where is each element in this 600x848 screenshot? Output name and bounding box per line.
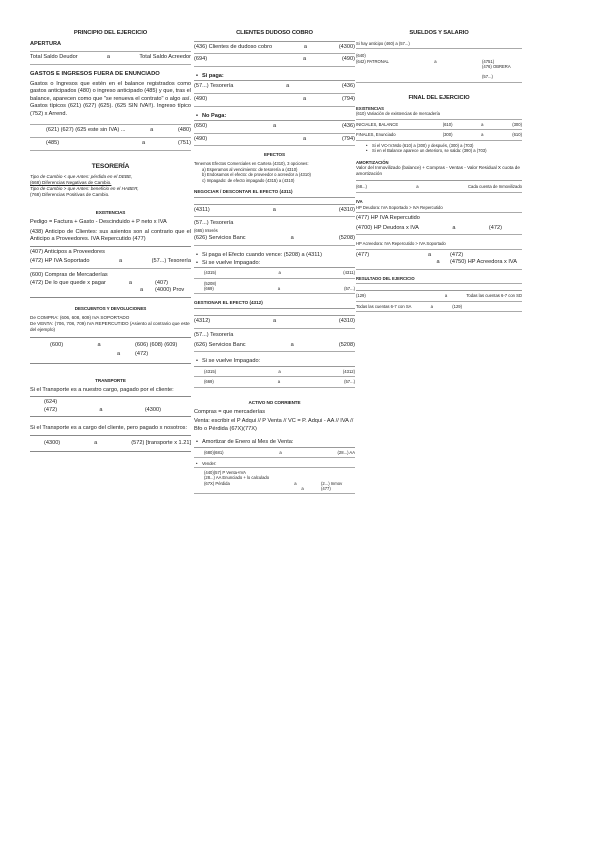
- transporte-text-2: Si el Transporte es a cargo del cliente, pero pagado x nosotros:: [30, 425, 188, 432]
- activo-row-2: (440)(57) P Venta+IVA: [194, 467, 355, 475]
- tesoreria-line-4: (768) Diferencias Positivas de Cambio.: [30, 192, 110, 198]
- transporte-row-3: (4300) a (572) [transporte x 1.21]: [44, 439, 191, 446]
- efectos-line-3: b) Endosamos el efecto: de proveedor o acreedor a (4310): [202, 172, 311, 178]
- gestionar-bullet-1: • Si se vuelve Impagado:: [194, 358, 355, 366]
- negociar-bullet-2: • Si se vuelve Impagado:: [194, 260, 355, 268]
- gastos-text: Gastos o Ingresos que estén en el balance registrados como gastos anticipados (480) o ingreso anticipado (485) y que, tras el balance, aparecen como que "se renueva el contrato" o algo así. Gastos típicos (621) (627) (625). (625 SIN IVA!!). Ingreso típico (752) x Arrend.: [30, 80, 191, 117]
- existencias-row-4: (472) De lo que quede x pagar a (407): [30, 279, 169, 286]
- negociar-row-3: (665) Interés: [194, 228, 218, 234]
- transporte-row-1: (624): [44, 399, 58, 406]
- iva-row-1: (477) HP IVA Repercutido: [356, 215, 420, 222]
- descuentos-row-2: a (472): [116, 351, 149, 358]
- section-title-gastos: GASTOS E INGRESOS FUERA DE ENUNCIADO: [30, 70, 160, 77]
- gestionar-row-1: (4312) a (4310): [194, 315, 355, 329]
- efectos-line-2: a) Esperamos al vencimiento: de tesorería a (4310): [202, 166, 298, 172]
- gestionar-row-4: (4315) a (4312): [194, 366, 355, 377]
- negociar-row-5: (4315) a (4311): [194, 267, 355, 278]
- amortizacion-line-1: Valor del Inmovilizado (balance) + Compras - Ventas - Valor Residual X cuota de amortización: [356, 165, 520, 177]
- final-sub-existencias: EXISTENCIAS: [356, 105, 384, 111]
- final-row-2: FINALES, Enunciado (300) a (610): [356, 130, 522, 140]
- activo-line-2: Venta: escribir el P Adqui // P Venta // VC = P. Adqui - AA // IVA // Bfo o Pérdida (67X)(77X): [194, 418, 354, 432]
- sueldos-line-1: Si hay anticipo (460) a (57...): [356, 41, 522, 49]
- section-title-clientes: CLIENTES DUDOSO COBRO: [236, 30, 313, 36]
- negociar-row-4: (626) Servicios Banc a (5208): [194, 233, 355, 246]
- sueldos-row-4: (57...): [356, 70, 522, 83]
- negociar-bullet-1: • Si paga el Efecto cuando vence: (5208) a (4311): [194, 252, 355, 260]
- descuentos-line-1: De COMPRA: (606, 608, 609) IVA SOPORTADO: [30, 314, 130, 320]
- transporte-text-1: Si el Transporte es a nuestro cargo, pagado por el cliente:: [30, 386, 174, 393]
- section-title-descuentos: DESCUENTOS Y DEVOLUCIONES: [74, 305, 147, 311]
- clientes-row-4: (490) a (794): [194, 94, 355, 107]
- sueldos-row-1: (640): [356, 53, 366, 59]
- resultado-row-1: (129) a Todas las cuentas 6-7 con SD: [356, 290, 522, 301]
- iva-line-2: HP Acreedora: IVA Repercutido > IVA Soportado: [356, 241, 522, 249]
- clientes-row-5: (650) a (436): [194, 120, 355, 134]
- column-middle: [194, 30, 355, 494]
- final-line-1: (610) Variación de existencias de mercadería: [356, 111, 522, 119]
- sueldos-row-3: (476) OBRERA: [482, 64, 511, 70]
- clientes-row-3: (57...) Tesorería a (436): [194, 80, 355, 94]
- negociar-row-2: (57...) Tesorería: [194, 220, 234, 227]
- iva-row-2: (4700) HP Deudora x IVA a (472): [356, 223, 522, 236]
- negociar-row-1: (4311) a (4310): [194, 204, 355, 218]
- amortizacion-row-1: (68...) a Cada cuenta de Inmovilizado: [356, 180, 522, 193]
- section-title-amortizacion: AMORTIZACIÓN: [356, 159, 389, 165]
- final-bullet-2: • Si en el Balance aparece un deterioro, se salda: (390) a (703): [364, 148, 522, 153]
- resultado-row-2: Todas las cuentas 6-7 con SA a (129): [356, 302, 522, 312]
- clientes-bullet-nopaga: • No Paga:: [194, 113, 355, 121]
- section-title-sueldos: SUELDOS Y SALARIO: [409, 30, 469, 36]
- section-title-gestionar: GESTIONAR EL EFECTO (4312): [194, 300, 355, 309]
- activo-bullet-2: • Vender:: [194, 461, 355, 466]
- existencias-row-1: (407) Anticipos a Proveedores: [30, 248, 105, 255]
- existencias-text: (438) Anticipo de Clientes: sus asientos son al contrario que el Anticipo a Proveedores. IVA Repercutido (477): [30, 228, 191, 243]
- transporte-row-2: (472) a (4300): [44, 406, 161, 413]
- section-title-transporte: TRANSPORTE: [95, 377, 126, 383]
- efectos-line-1: Tenemos Efectos Comerciales en Cartera (4310), 3 opciones:: [194, 161, 309, 167]
- section-title-ejercicio: PRINCIPIO DEL EJERCICIO: [73, 30, 148, 36]
- existencias-row-3: (600) Compras de Mercaderías: [30, 272, 108, 279]
- section-title-activo: ACTIVO NO CORRIENTE: [248, 399, 301, 405]
- section-title-existencias: EXISTENCIAS: [95, 210, 126, 216]
- descuentos-line-2: De VENTA: (706, 708, 709) IVA REPERCUTIDO (Asiento al contrario que este del ejemplo): [30, 320, 190, 332]
- existencias-row-5: a (4000) Prov: [139, 287, 185, 294]
- activo-row-3: (28...) AA Enunciado + lo calculado: [204, 475, 270, 481]
- activo-bullet-1: • Amortizar de Enero al Mes de Venta:: [194, 439, 355, 447]
- section-title-tesoreria: TESORERÍA: [91, 162, 130, 170]
- final-bullet-1: • Si el VC<V.Mdo (610) a (300) y después, (300) a (703): [364, 143, 522, 148]
- sueldos-row-2: (642) PATRONAL a (4751): [356, 58, 495, 64]
- gastos-row-1: (621) (627) (625 este sin IVA) ... a (480): [30, 124, 191, 138]
- activo-row-1: (680)(681) a (28...) AA: [194, 447, 355, 458]
- clientes-row-6: (490) a (794): [194, 134, 355, 147]
- clientes-row-1: (436) Clientes de dudoso cobro a (4300): [194, 41, 355, 55]
- section-title-negociar: NEGOCIAR / DESCONTAR EL EFECTO (4311): [194, 189, 355, 198]
- subsection-apertura: APERTURA: [30, 40, 62, 47]
- gestionar-row-2: (57...) Tesorería: [194, 332, 234, 338]
- iva-row-3: (477) a (472): [356, 251, 464, 258]
- iva-line-1: HP Deudora: IVA Soportado > IVA Repercutido: [356, 205, 522, 213]
- existencias-row-2: (472) HP IVA Soportado a (57...) Tesorería: [30, 256, 191, 269]
- gastos-row-2: (485) a (751): [30, 138, 191, 151]
- gestionar-row-3: (626) Servicios Banc a (5208): [194, 340, 355, 353]
- section-title-iva: IVA: [356, 199, 363, 205]
- apertura-row: Total Saldo Deudor a Total Saldo Acreedor: [30, 51, 191, 65]
- existencias-formula: Pedigo = Factura + Gasto - Descinduido + P neto x IVA: [30, 219, 167, 226]
- section-title-final: FINAL DEL EJERCICIO: [408, 95, 470, 102]
- column-right: [356, 30, 522, 312]
- efectos-line-4: c) Impagado: de efecto impagado (4315) a (4310): [202, 177, 295, 183]
- section-title-resultado: RESULTADO DEL EJERCICIO: [356, 276, 522, 284]
- section-title-efectos: EFECTOS: [264, 152, 285, 158]
- tesoreria-line-2: (668) Diferencias Negativas de Cambio.: [30, 180, 112, 186]
- negociar-row-6: (5208): [204, 280, 217, 286]
- descuentos-row-1: (600) a (606) (608) (609): [50, 341, 178, 348]
- activo-row-5: a (477): [194, 486, 355, 494]
- column-left: [30, 30, 191, 454]
- negociar-row-7: (669) a (57...): [194, 286, 355, 294]
- activo-row-4: (67X) Pérdida a (2...) Inmov: [204, 480, 343, 486]
- final-row-1: INICIALES, BALANCE (610) a (300): [356, 120, 522, 130]
- gestionar-row-5: (669) a (57...): [194, 377, 355, 387]
- clientes-bullet-paga: • Si paga:: [194, 73, 355, 81]
- clientes-row-2: (694) a (490): [194, 54, 355, 67]
- activo-line-1: Compras = que mercaderías: [194, 408, 266, 415]
- tesoreria-line-1: Tipo de Cambio < que Antes: pérdida en el DEBE,: [30, 174, 133, 180]
- iva-row-4: a (4750) HP Acreedora x IVA: [356, 259, 522, 270]
- tesoreria-line-3: Tipo de Cambio > que Antes: beneficio en el HABER,: [30, 186, 139, 192]
